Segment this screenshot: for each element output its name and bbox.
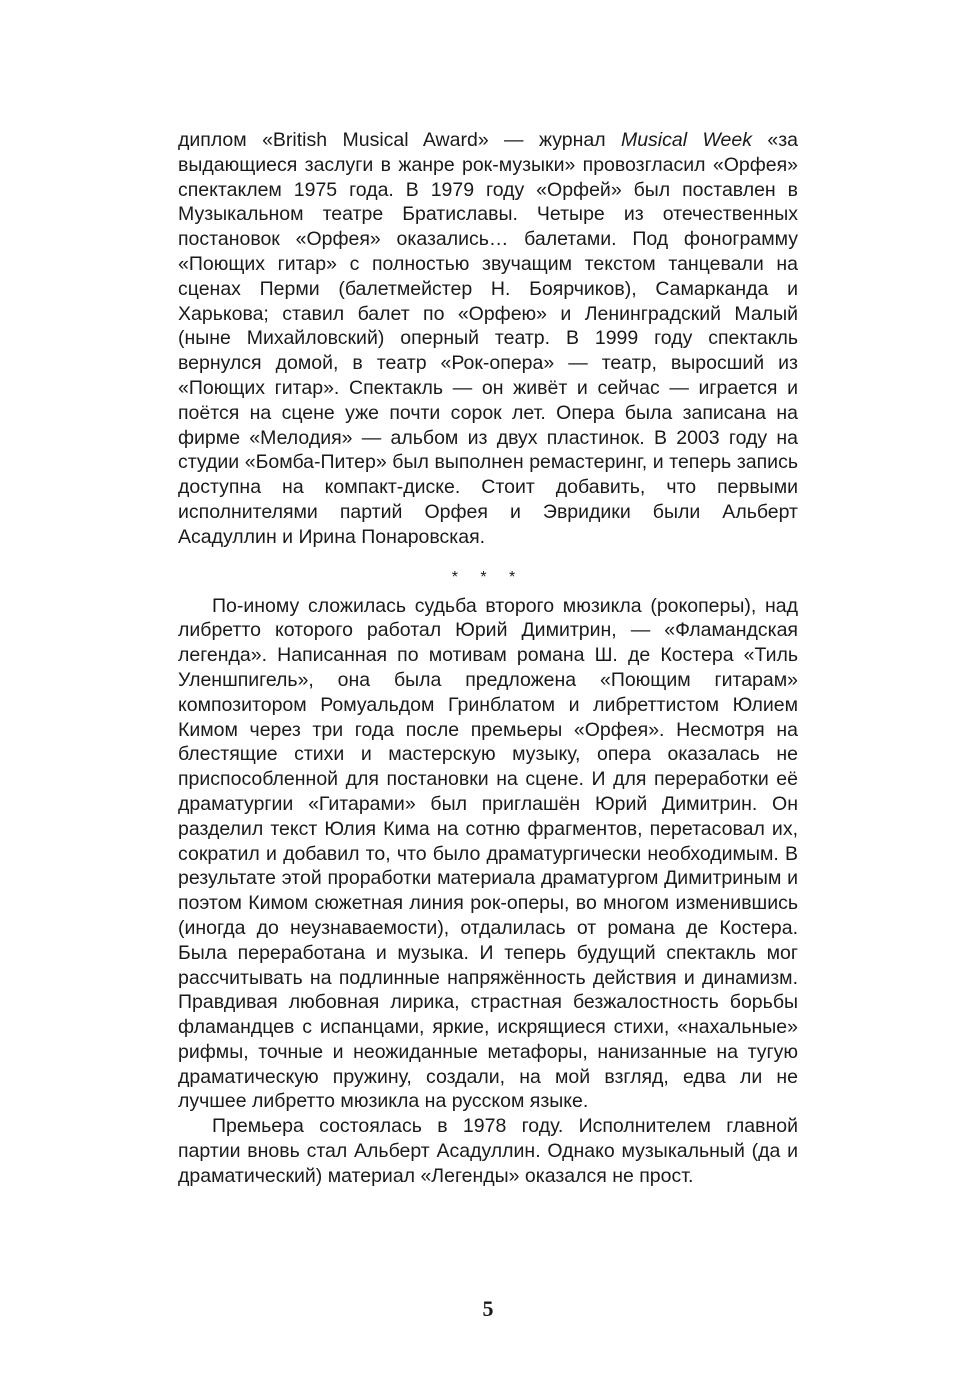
paragraph-orfey-history-rest: «за выдающиеся заслуги в жанре рок-музыки» провозгласил «Орфея» спектаклем 1975 года. В 1979 году «Орфей» был поставлен в Музыкальном театре Братиславы. Четыре из отечественных постановок «Орфея» оказались… балетами. Под фонограмму «Поющих гитар» с полностью звучащим текстом танцевали на сценах Перми (балетмейстер Н. Боярчиков), Самарканда и Харькова; ставил балет по «Орфею» и Ленинградский Малый (ныне Михайловский) оперный театр. В 1999 году спектакль вернулся домой, в театр «Рок-опера» — театр, выросший из «Поющих гитар». Спектакль — он живёт и сейчас — играется и поётся на сцене уже почти сорок лет. Опера была записана на фирме «Мелодия» — альбом из двух пластинок. В 2003 году на студии «Бомба-Питер» был выполнен ремастеринг, и теперь запись доступна на компакт-диске. Стоит добавить, что первыми исполнителями партий Орфея и Эвридики были Альберт Асадуллин и Ирина Понаровская. (178, 129, 798, 548)
page-number: 5 (482, 1296, 494, 1321)
paragraph-premiere: Премьера состоялась в 1978 году. Исполнителем главной партии вновь стал Альберт Асадуллин. Однако музыкальный (да и драматический) материал «Легенды» оказался не прост. (178, 1115, 798, 1187)
paragraph-flemish-legend: По-иному сложилась судьба второго мюзикла (рокоперы), над либретто которого работал Юрий Димитрин, — «Фламандская легенда». Написанная по мотивам романа Ш. де Костера «Тиль Уленшпигель», она была предложена «Поющим гитарам» композитором Ромуальдом Гринблатом и либреттистом Юлием Кимом через три года после премьеры «Орфея». Несмотря на блестящие стихи и мастерскую музыку, опера оказалась не приспособленной для постановки на сцене. И для переработки её драматургии «Гитарами» был приглашён Юрий Димитрин. Он разделил текст Юлия Кима на сотню фрагментов, перетасовал их, сократил и добавил то, что было драматургически необходимым. В результате этой проработки материала драматургом Димитриным и поэтом Кимом сюжетная линия рок-оперы, во многом изменившись (иногда до неузнаваемости), отдалилась от романа де Костера. Была переработана и музыка. И теперь будущий спектакль мог рассчитывать на подлинные напряжённость действия и динамизм. Правдивая любовная лирика, страстная безжалостность борьбы фламандцев с испанцами, яркие, искрящиеся стихи, «нахальные» рифмы, точные и неожиданные метафоры, нанизанные на тугую драматическую пружину, создали, на мой взгляд, едва ли не лучшее либретто мюзикла на русском языке. (178, 594, 798, 1113)
paragraph-orfey-history (178, 128, 798, 550)
page-body (178, 128, 798, 1189)
section-separator: * * * (451, 568, 525, 586)
musical-week-title: Musical Week (620, 129, 752, 151)
paragraph-orfey-history-start: диплом «British Musical Award» — журнал (178, 129, 621, 151)
